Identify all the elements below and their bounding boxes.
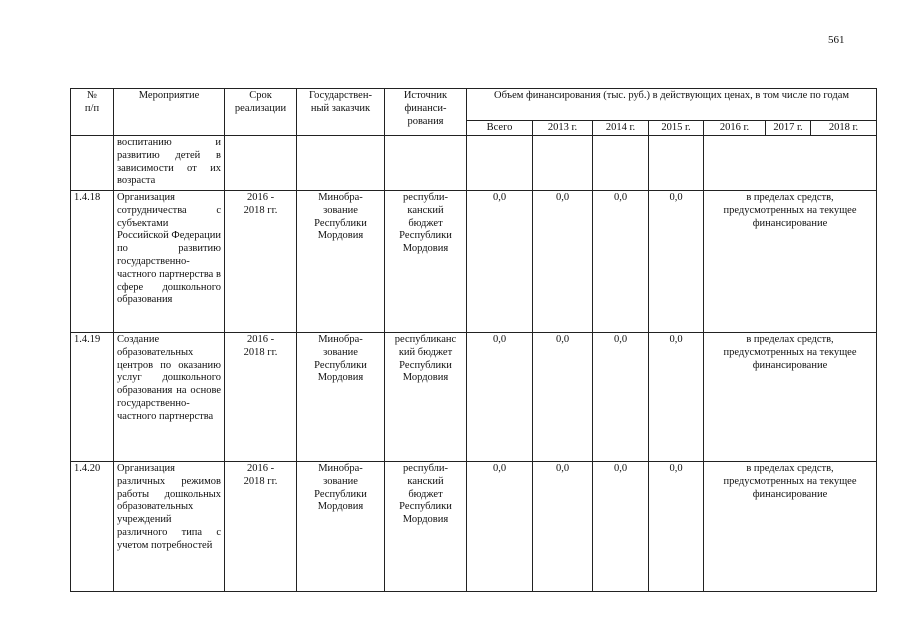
header-2016: 2016 г.: [704, 121, 766, 136]
cell-event: Организация сотрудничества с субъектами Российской Федерации по развитию государственно-частного партнерства в сфере дошкольного образования: [114, 191, 225, 333]
cell-term: 2016 - 2018 гг.: [225, 462, 297, 592]
cell-empty: [467, 136, 533, 191]
cell-number: 1.4.20: [71, 462, 114, 592]
cell-total: 0,0: [467, 333, 533, 462]
cell-empty: [649, 136, 704, 191]
cell-2014: 0,0: [593, 191, 649, 333]
cell-2015: 0,0: [649, 333, 704, 462]
cell-customer: Минобра- зование Республики Мордовия: [297, 333, 385, 462]
cell-funding-note: в пределах средств, предусмотренных на текущее финансирование: [704, 191, 877, 333]
cell-empty: [385, 136, 467, 191]
header-number: № п/п: [71, 89, 114, 136]
cell-total: 0,0: [467, 191, 533, 333]
cell-2013: 0,0: [533, 333, 593, 462]
cell-2015: 0,0: [649, 191, 704, 333]
cell-source: республиканс кий бюджет Республики Мордовия: [385, 333, 467, 462]
program-table: [70, 88, 877, 592]
header-source: Источник финанси- рования: [385, 89, 467, 136]
header-2017: 2017 г.: [766, 121, 811, 136]
table-row: [71, 333, 877, 462]
cell-funding-note: в пределах средств, предусмотренных на текущее финансирование: [704, 462, 877, 592]
header-event: Мероприятие: [114, 89, 225, 136]
cell-2013: 0,0: [533, 191, 593, 333]
header-2014: 2014 г.: [593, 121, 649, 136]
header-total: Всего: [467, 121, 533, 136]
cell-source: республи- канский бюджет Республики Мордовия: [385, 462, 467, 592]
table-row-continuation: [71, 136, 877, 191]
cell-2014: 0,0: [593, 333, 649, 462]
header-2018: 2018 г.: [811, 121, 877, 136]
cell-empty: [297, 136, 385, 191]
cell-customer: Минобра- зование Республики Мордовия: [297, 191, 385, 333]
cell-number: 1.4.19: [71, 333, 114, 462]
header-row: [71, 89, 877, 121]
header-2015: 2015 г.: [649, 121, 704, 136]
cell-event: воспитанию и развитию детей в зависимости от их возраста: [114, 136, 225, 191]
cell-total: 0,0: [467, 462, 533, 592]
table-row: [71, 462, 877, 592]
cell-empty: [71, 136, 114, 191]
cell-empty: [593, 136, 649, 191]
cell-term: 2016 - 2018 гг.: [225, 333, 297, 462]
header-term: Срок реализации: [225, 89, 297, 136]
cell-number: 1.4.18: [71, 191, 114, 333]
cell-empty: [225, 136, 297, 191]
cell-2014: 0,0: [593, 462, 649, 592]
cell-funding-note: в пределах средств, предусмотренных на текущее финансирование: [704, 333, 877, 462]
cell-customer: Минобра- зование Республики Мордовия: [297, 462, 385, 592]
cell-empty: [704, 136, 877, 191]
cell-source: республи- канский бюджет Республики Мордовия: [385, 191, 467, 333]
header-funding: Объем финансирования (тыс. руб.) в действующих ценах, в том числе по годам: [467, 89, 877, 121]
cell-2015: 0,0: [649, 462, 704, 592]
cell-event: Создание образовательных центров по оказанию услуг дошкольного образования на основе государственно-частного партнерства: [114, 333, 225, 462]
page-number: 561: [828, 34, 845, 46]
table-row: [71, 191, 877, 333]
header-2013: 2013 г.: [533, 121, 593, 136]
cell-2013: 0,0: [533, 462, 593, 592]
header-customer: Государствен- ный заказчик: [297, 89, 385, 136]
cell-event: Организация различных режимов работы дошкольных образовательных учреждений различного типа с учетом потребностей: [114, 462, 225, 592]
cell-empty: [533, 136, 593, 191]
cell-term: 2016 - 2018 гг.: [225, 191, 297, 333]
